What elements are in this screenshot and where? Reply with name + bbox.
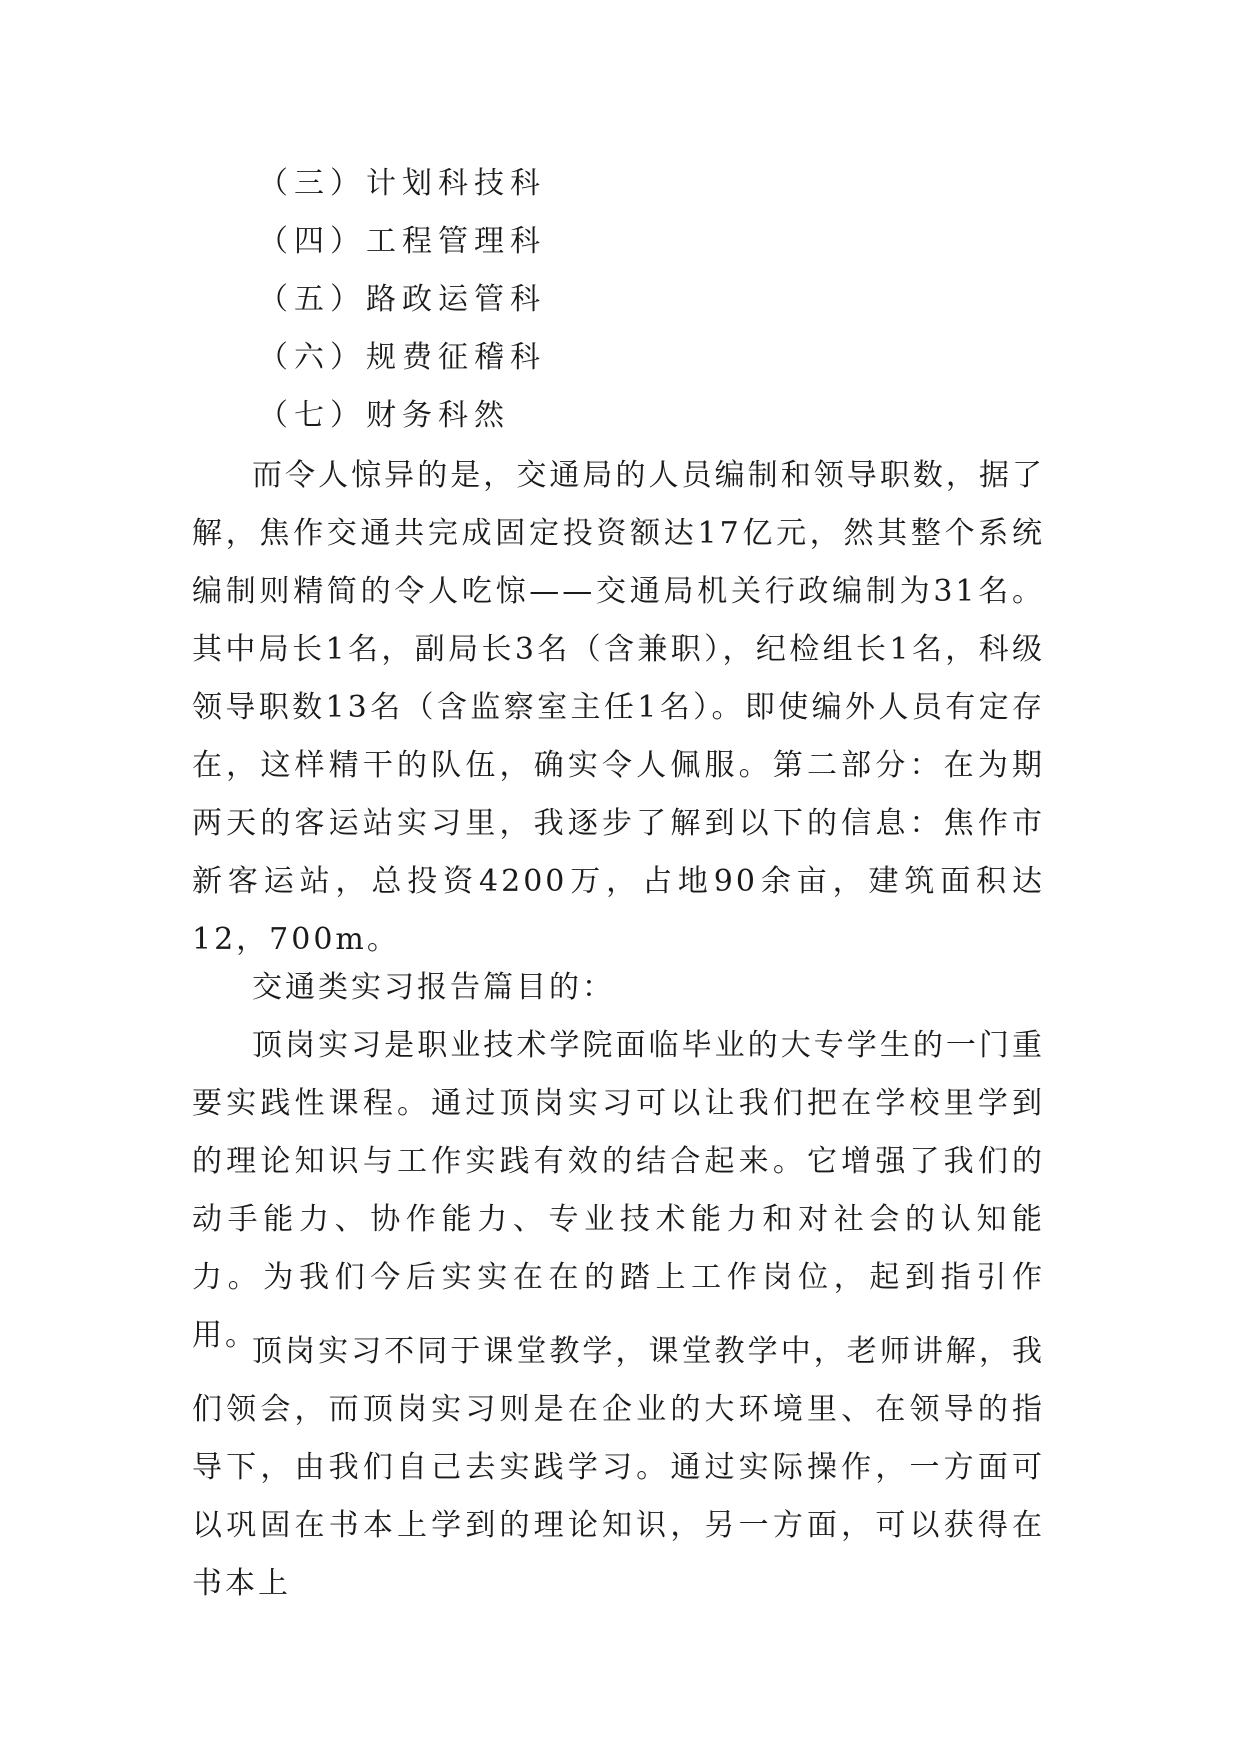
list-item: （七）财务科然 [258,398,510,433]
list-item: （三）计划科技科 [258,166,546,201]
paragraph-internship-vs-classroom: 顶岗实习不同于课堂教学，课堂教学中，老师讲解，我们领会，而顶岗实习则是在企业的大环境里、在领导的指导下，由我们自己去实践学习。通过实际操作，一方面可以巩固在书本上学到的理论知识，另一方面，可以获得在书本上 [192,1334,1045,1601]
section-heading: 交通类实习报告篇目的： [252,970,615,1005]
paragraph-internship-purpose: 顶岗实习是职业技术学院面临毕业的大专学生的一门重要实践性课程。通过顶岗实习可以让我们把在学校里学到的理论知识与工作实践有效的结合起来。它增强了我们的动手能力、协作能力、专业技术能力和对社会的认知能力。为我们今后实实在在的踏上工作岗位，起到指引作用。 [192,1028,1045,1353]
paragraph-staffing: 而令人惊异的是，交通局的人员编制和领导职数，据了解，焦作交通共完成固定投资额达17亿元，然其整个系统编制则精简的令人吃惊——交通局机关行政编制为31名。其中局长1名，副局长3名（含兼职），纪检组长1名，科级领导职数13名（含监察室主任1名）。即使编外人员有定存在，这样精干的队伍，确实令人佩服。第二部分：在为期两天的客运站实习里，我逐步了解到以下的信息：焦作市新客运站，总投资4200万，占地90余亩，建筑面积达12，700m。 [192,458,1045,957]
department-list [258,155,546,445]
list-item: （六）规费征稽科 [258,340,546,375]
list-item: （四）工程管理科 [258,224,546,259]
list-item: （五）路政运管科 [258,282,546,317]
